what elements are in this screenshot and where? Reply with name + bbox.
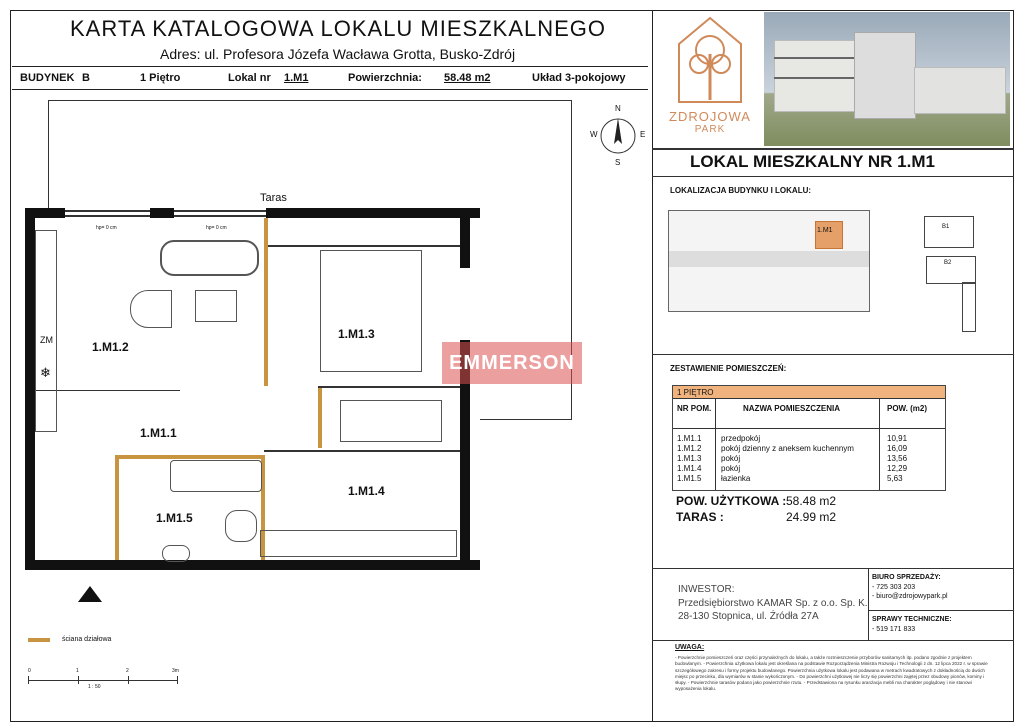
unit-label: Lokal nr	[228, 72, 271, 84]
legend-swatch	[28, 638, 50, 642]
compass-e: E	[640, 130, 646, 139]
sales-email[interactable]: - biuro@zdrojowypark.pl	[872, 593, 948, 600]
unit-value: 1.M1	[284, 72, 309, 84]
area-label: Powierzchnia:	[348, 72, 422, 84]
keyplan-b1: B1	[942, 224, 950, 230]
entrance-arrow-icon	[78, 586, 102, 602]
layout-label: Układ 3-pokojowy	[532, 72, 626, 84]
investor-line1: Przedsiębiorstwo KAMAR Sp. z o.o. Sp. K.	[678, 598, 868, 609]
unit-title: LOKAL MIESZKALNY NR 1.M1	[690, 152, 935, 171]
usable-label: POW. UŻYTKOWA :	[676, 494, 787, 508]
col-name: NAZWA POMIESZCZENIA	[743, 404, 841, 413]
table-cell-name: pokój	[721, 454, 741, 463]
floor-plan	[20, 100, 580, 580]
brand-name: ZDROJOWA	[669, 109, 751, 124]
usable-value: 58.48 m2	[786, 494, 837, 508]
site-plan	[916, 210, 986, 330]
location-label: LOKALIZACJA BUDYNKU I LOKALU:	[670, 186, 812, 195]
freezer-icon: ❄	[40, 365, 51, 380]
table-cell-nr: 1.M1.4	[677, 464, 702, 473]
floor-label: 1 Piętro	[140, 72, 181, 84]
investor-label: INWESTOR:	[678, 584, 735, 595]
page-title: KARTA KATALOGOWA LOKALU MIESZKALNEGO	[70, 16, 607, 41]
room-label-1m15: 1.M1.5	[156, 511, 193, 525]
scale-bar	[28, 668, 180, 692]
brand-sub: PARK	[694, 124, 726, 135]
scale-tick-1: 1	[76, 668, 79, 674]
notes-label: UWAGA:	[675, 644, 705, 651]
compass	[590, 104, 650, 168]
scale-tick-3: 3m	[172, 668, 179, 674]
fridge-label: ZM	[40, 335, 53, 345]
tech-phone: - 519 171 833	[872, 626, 916, 633]
table-cell-area: 12,29	[887, 464, 908, 473]
area-value: 58.48 m2	[444, 72, 491, 84]
scale-tick-0: 0	[28, 668, 31, 674]
building-value: B	[82, 72, 90, 84]
terrace-total-label: TARAS :	[676, 510, 724, 524]
terrace-total-value: 24.99 m2	[786, 510, 837, 524]
table-cell-name: pokój	[721, 464, 741, 473]
col-area: POW. (m2)	[887, 404, 928, 413]
brand-logo	[660, 14, 760, 144]
rooms-label: ZESTAWIENIE POMIESZCZEŃ:	[670, 364, 787, 373]
keyplan	[668, 210, 870, 312]
table-cell-nr: 1.M1.1	[677, 434, 702, 443]
table-cell-area: 5,63	[887, 474, 903, 483]
watermark: EMMERSON	[442, 342, 582, 384]
sales-phone: - 725 303 203	[872, 584, 916, 591]
room-label-1m13: 1.M1.3	[338, 327, 375, 341]
rooms-table	[672, 385, 946, 491]
table-cell-area: 16,09	[887, 444, 908, 453]
compass-w: W	[590, 130, 598, 139]
legend-label: ściana działowa	[62, 636, 112, 643]
scale-tick-2: 2	[126, 668, 129, 674]
col-nr: NR POM.	[677, 404, 712, 413]
table-cell-name: przedpokój	[721, 434, 761, 443]
keyplan-unit: 1.M1	[817, 227, 833, 234]
table-cell-nr: 1.M1.2	[677, 444, 702, 453]
table-cell-nr: 1.M1.5	[677, 474, 702, 483]
notes-text: - Powierzchnie pomieszczeń oraz części przynależnych do lokalu, a także rozmieszczenie przyborów sanitarnych itp. podano zgodnie z projektem budowlanym. - Powierzchnia użytkowa lokalu jest określana na podstawie Rozporządzenia Ministra Rozwoju i Technologii z dn. 12 lipca 2022 r. w sprawie szczegółowego zakresu i formy projektu budowlanego. Powierzchnia użytkowa lokalu jest podawana w metrach kwadratowych z dokładnością do dwóch miejsc po przecinku, dla wymiarów w stanie wykończonym. - Do powierzchni użytkowej nie liczy się powierzchni zajętej przez obudowy pionów, kominy i słupy. - Powierzchnie tarasów podano jako powierzchnie rzutu. - Przedstawiona na rysunku aranżacja mebli ma charakter poglądowy i nie stanowi wyposażenia lokalu.	[675, 655, 988, 692]
table-cell-name: łazienka	[721, 474, 751, 483]
address: Adres: ul. Profesora Józefa Wacława Grotta, Busko-Zdrój	[160, 46, 516, 62]
table-cell-area: 10,91	[887, 434, 908, 443]
scale-ratio: 1 : 50	[88, 684, 101, 690]
window-note-1: hp= 0 cm	[96, 225, 117, 231]
room-label-1m14: 1.M1.4	[348, 484, 385, 498]
table-cell-nr: 1.M1.3	[677, 454, 702, 463]
compass-s: S	[615, 158, 621, 167]
room-label-1m11: 1.M1.1	[140, 426, 177, 440]
keyplan-b2: B2	[944, 260, 952, 266]
terrace-label: Taras	[260, 192, 287, 204]
building-render	[764, 12, 1010, 146]
room-label-1m12: 1.M1.2	[92, 340, 129, 354]
table-cell-name: pokój dzienny z aneksem kuchennym	[721, 444, 854, 453]
tech-label: SPRAWY TECHNICZNE:	[872, 616, 952, 623]
window-note-2: hp= 0 cm	[206, 225, 227, 231]
compass-n: N	[615, 104, 621, 113]
investor-line2: 28-130 Stopnica, ul. Źródła 27A	[678, 611, 819, 622]
table-floor: 1 PIĘTRO	[677, 388, 714, 397]
table-cell-area: 13,56	[887, 454, 908, 463]
sales-label: BIURO SPRZEDAŻY:	[872, 574, 941, 581]
unit-meta-row	[12, 66, 648, 90]
building-label: BUDYNEK	[20, 72, 75, 84]
tree-logo-icon	[675, 14, 745, 104]
